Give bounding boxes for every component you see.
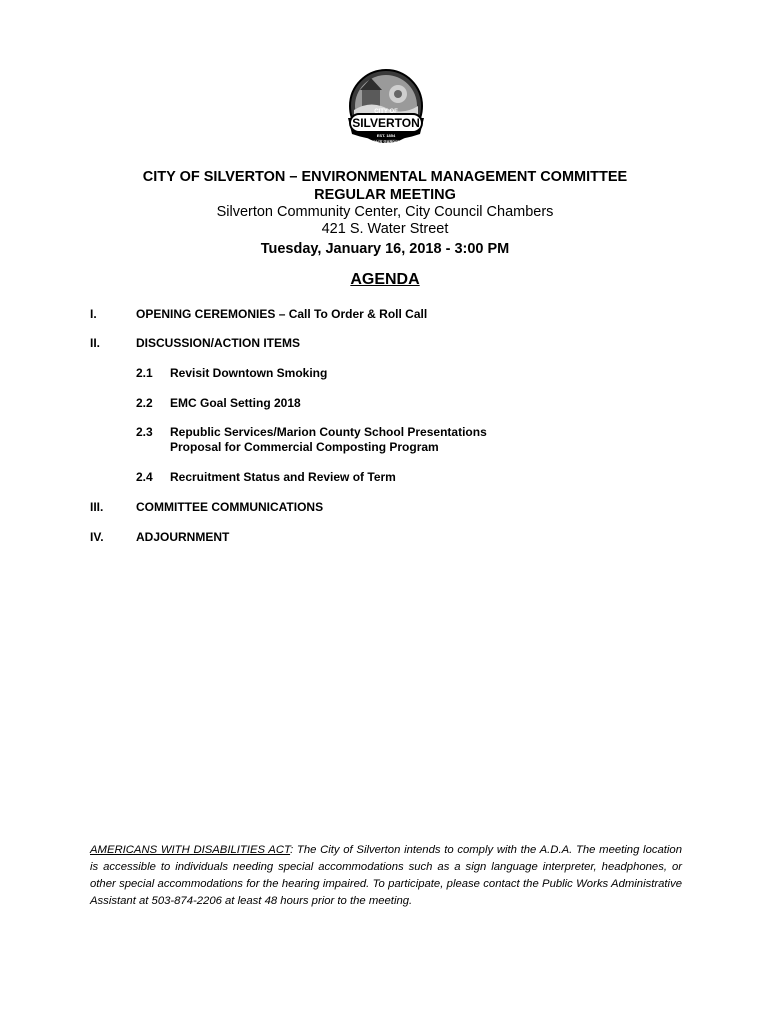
ada-notice-label: AMERICANS WITH DISABILITIES ACT	[90, 844, 291, 856]
seal-text-garden-city: OREGON'S GARDEN CITY	[360, 139, 412, 144]
meeting-type: REGULAR MEETING	[314, 187, 456, 203]
section-numeral: II.	[90, 336, 101, 350]
seal-text-city-of: CITY OF	[374, 109, 398, 115]
section-text: DISCUSSION/ACTION ITEMS	[136, 336, 301, 350]
section-numeral: I.	[90, 307, 97, 321]
item-number: 2.3	[136, 425, 153, 439]
item-text: EMC Goal Setting 2018	[170, 396, 301, 410]
item-text-continued: Proposal for Commercial Composting Program	[170, 440, 439, 454]
item-number: 2.2	[136, 396, 153, 410]
item-number: 2.4	[136, 470, 153, 484]
seal-text-silverton: SILVERTON	[352, 116, 420, 130]
section-text: OPENING CEREMONIES – Call To Order & Roll Call	[136, 307, 428, 321]
section-numeral: IV.	[90, 530, 104, 544]
section-text: COMMITTEE COMMUNICATIONS	[136, 500, 324, 514]
seal-text-est: EST. 1854	[376, 133, 396, 138]
meeting-header	[0, 168, 770, 260]
committee-title: CITY OF SILVERTON – ENVIRONMENTAL MANAGEMENT COMMITTEE	[142, 169, 628, 185]
item-text: Republic Services/Marion County School Presentations	[170, 425, 487, 439]
section-text: ADJOURNMENT	[136, 530, 230, 544]
meeting-address: 421 S. Water Street	[321, 221, 449, 237]
ada-notice-body: : The City of Silverton intends to comply with the A.D.A. The meeting location is accessible to individuals needing special accommodations such as a sign language interpreter, headphones, or other special accommodations for the hearing impaired. To participate, please contact the Public Works Administrative Assistant at 503-874-2206 at least 48 hours prior to the meeting.	[90, 844, 682, 907]
meeting-location: Silverton Community Center, City Council Chambers	[216, 204, 554, 220]
section-numeral: III.	[90, 500, 104, 514]
item-text: Recruitment Status and Review of Term	[170, 470, 396, 484]
item-text: Revisit Downtown Smoking	[170, 366, 328, 380]
item-number: 2.1	[136, 366, 153, 380]
agenda-heading: AGENDA	[350, 271, 420, 288]
city-seal-logo	[340, 66, 432, 150]
meeting-datetime: Tuesday, January 16, 2018 - 3:00 PM	[260, 241, 510, 257]
ada-notice	[90, 842, 682, 910]
